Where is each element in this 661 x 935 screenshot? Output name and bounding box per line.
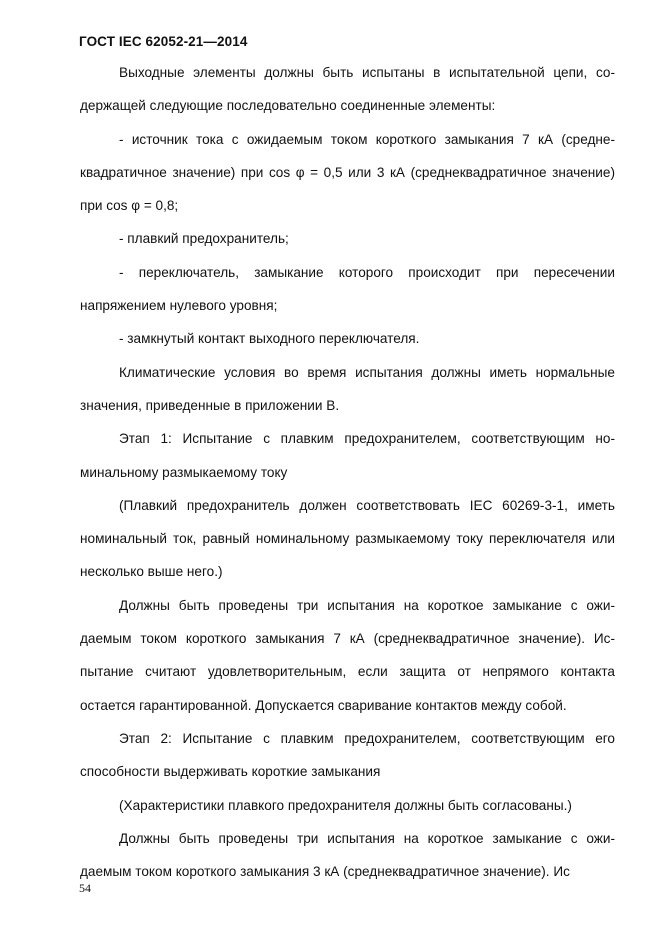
page-number: 54 (79, 881, 91, 895)
paragraph: (Плавкий предохранитель должен соответствовать IEC 60269-3-1, иметь номинальный ток, равный номинальному размыкаемому току переключателя или несколько выше него.) (80, 497, 615, 580)
paragraph: Выходные элементы должны быть испытаны в испытательной цепи, содержащей следующие последовательно соединенные элементы: (80, 65, 615, 114)
paragraph: Климатические условия во время испытания должны иметь нормальные значения, приведенные в приложении В. (80, 364, 615, 413)
paragraph: - замкнутый контакт выходного переключателя. (119, 331, 420, 347)
paragraph: Должны быть проведены три испытания на короткое замыкание с ожидаемым током короткого замыкания 3 кА (среднеквадратичное значение). Ис (80, 830, 615, 880)
paragraph: (Характеристики плавкого предохранителя должны быть согласованы.) (119, 797, 572, 813)
paragraph: Должны быть проведены три испытания на короткое замыкание с ожидаемым током короткого замыкания 7 кА (среднеквадратичное значение). Испытание считают удовлетворительным, если защита от непрямого контакта остается гарантированной. Допускается сваривание контактов между собой. (80, 597, 615, 713)
document-body (80, 56, 615, 888)
document-header: ГОСТ IEC 62052-21—2014 (79, 34, 248, 49)
paragraph: - плавкий предохранитель; (119, 231, 289, 247)
paragraph: Этап 1: Испытание с плавким предохранителем, соответствующим номинальному размыкаемому току (80, 431, 615, 480)
paragraph: Этап 2: Испытание с плавким предохранителем, соответствующим его способности выдерживать короткие замыкания (80, 730, 615, 780)
paragraph: - переключатель, замыкание которого происходит при пересечении напряжением нулевого уровня; (80, 264, 615, 314)
paragraph: - источник тока с ожидаемым током короткого замыкания 7 кА (среднеквадратичное значение) при cos φ = 0,5 или 3 кА (среднеквадратичное значение) при cos φ = 0,8; (80, 131, 615, 214)
